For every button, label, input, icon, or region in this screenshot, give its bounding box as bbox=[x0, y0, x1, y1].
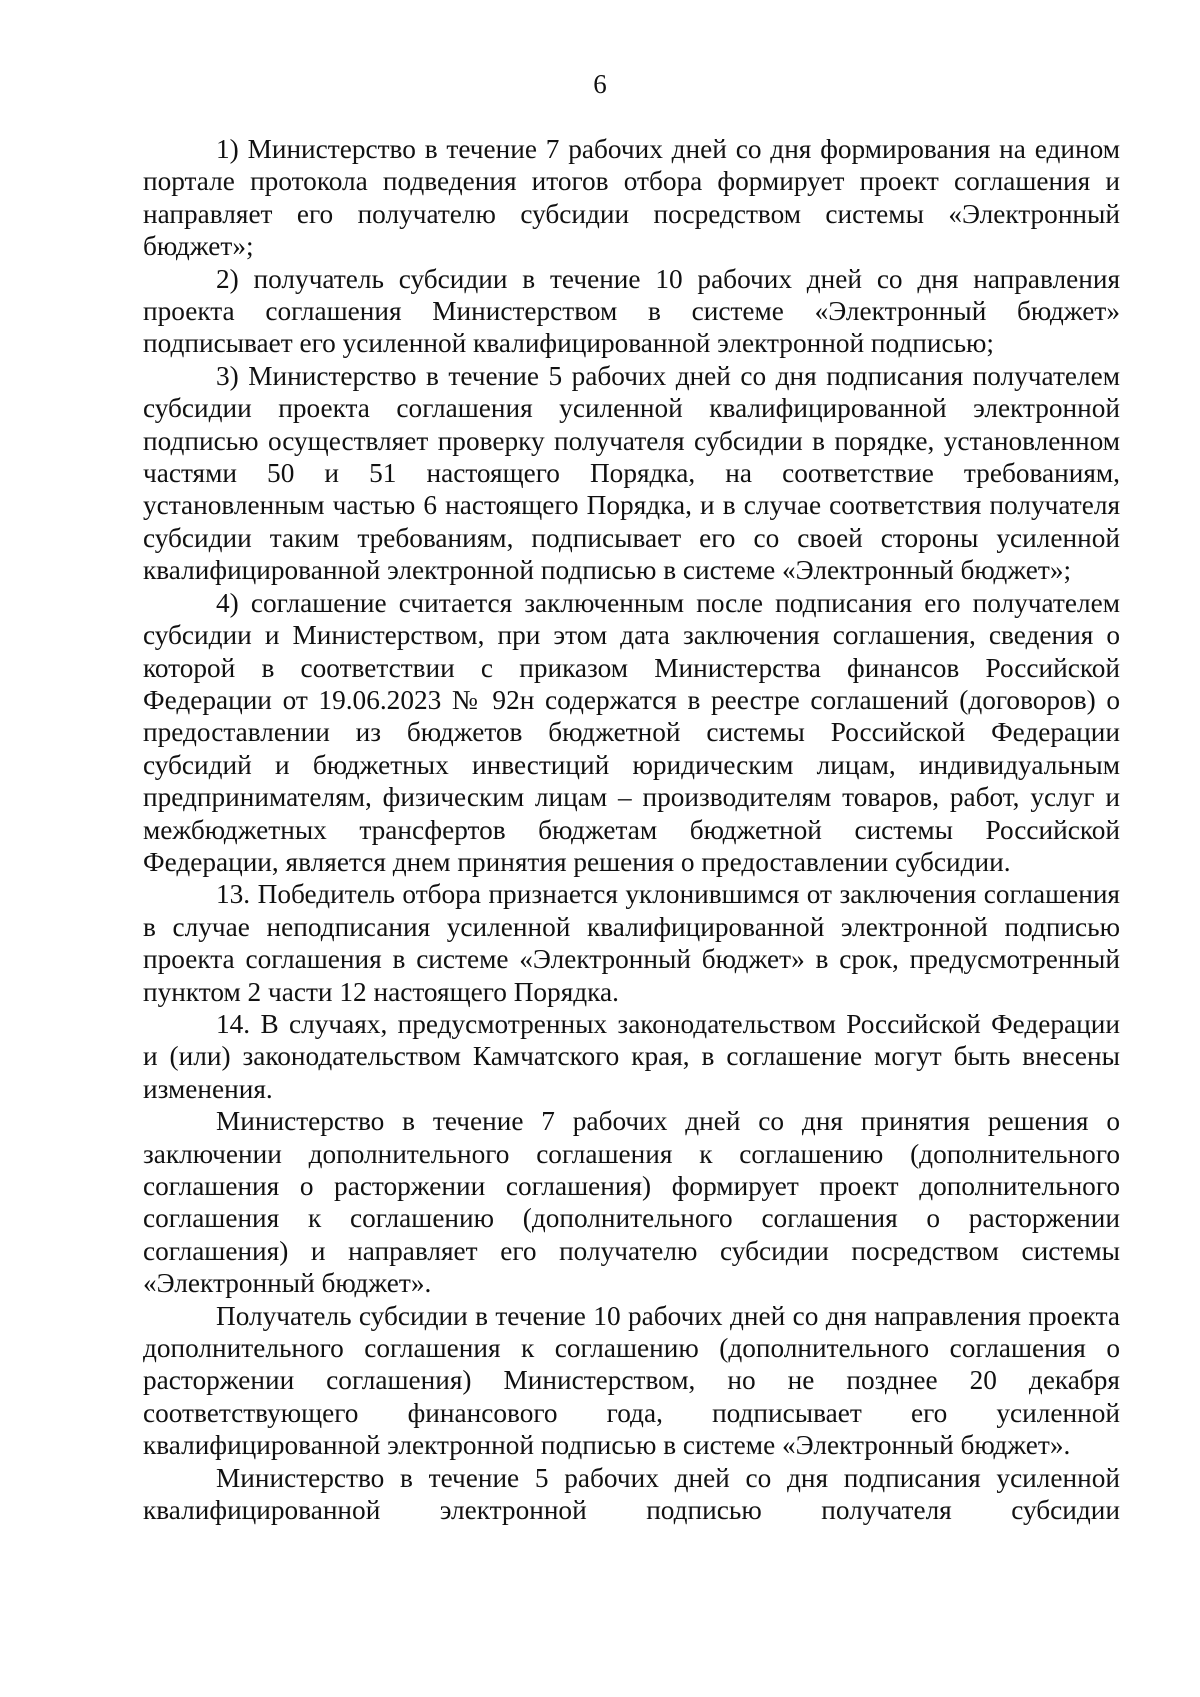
paragraph-item-4: 4) соглашение считается заключенным после подписания его получателем субсидии и Министерством, при этом дата заключения соглашения, сведения о которой в соответствии с приказом Министерства финансов Российской Федерации от 19.06.2023 № 92н содержатся в реестре соглашений (договоров) о предоставлении из бюджетов бюджетной системы Российской Федерации субсидий и бюджетных инвестиций юридическим лицам, индивидуальным предпринимателям, физическим лицам – производителям товаров, работ, услуг и межбюджетных трансфертов бюджетам бюджетной системы Российской Федерации, является днем принятия решения о предоставлении субсидии. bbox=[143, 587, 1120, 877]
paragraph-item-2: 2) получатель субсидии в течение 10 рабочих дней со дня направления проекта соглашения Министерством в системе «Электронный бюджет» подписывает его усиленной квалифицированной электронной подписью; bbox=[143, 263, 1120, 359]
paragraph-ministry-amendment: Министерство в течение 7 рабочих дней со дня принятия решения о заключении дополнительного соглашения к соглашению (дополнительного соглашения о расторжении соглашения) формирует проект дополнительного соглашения к соглашению (дополнительного соглашения о расторжении соглашения) и направляет его получателю субсидии посредством системы «Электронный бюджет». bbox=[143, 1106, 1120, 1299]
page-number: 6 bbox=[593, 69, 607, 99]
paragraph-item-3: 3) Министерство в течение 5 рабочих дней со дня подписания получателем субсидии проекта соглашения усиленной квалифицированной электронной подписью осуществляет проверку получателя субсидии в порядке, установленном частями 50 и 51 настоящего Порядка, на соответствие требованиям, установленным частью 6 настоящего Порядка, и в случае соответствия получателя субсидии таким требованиям, подписывает его со своей стороны усиленной квалифицированной электронной подписью в системе «Электронный бюджет»; bbox=[143, 360, 1120, 586]
paragraph-ministry-check: Министерство в течение 5 рабочих дней со дня подписания усиленной квалифицированной электронной подписью получателя субсидии bbox=[143, 1462, 1120, 1526]
paragraph-section-14: 14. В случаях, предусмотренных законодательством Российской Федерации и (или) законодательством Камчатского края, в соглашение могут быть внесены изменения. bbox=[143, 1008, 1120, 1104]
paragraph-section-13: 13. Победитель отбора признается уклонившимся от заключения соглашения в случае неподписания усиленной квалифицированной электронной подписью проекта соглашения в системе «Электронный бюджет» в срок, предусмотренный пунктом 2 части 12 настоящего Порядка. bbox=[143, 879, 1120, 1007]
paragraph-item-1: 1) Министерство в течение 7 рабочих дней со дня формирования на едином портале протокола подведения итогов отбора формирует проект соглашения и направляет его получателю субсидии посредством системы «Электронный бюджет»; bbox=[143, 134, 1120, 262]
document-body bbox=[143, 133, 1120, 1526]
paragraph-recipient-signing: Получатель субсидии в течение 10 рабочих дней со дня направления проекта дополнительного соглашения к соглашению (дополнительного соглашения о расторжении соглашения) Министерством, но не позднее 20 декабря соответствующего финансового года, подписывает его усиленной квалифицированной электронной подписью в системе «Электронный бюджет». bbox=[143, 1300, 1120, 1461]
